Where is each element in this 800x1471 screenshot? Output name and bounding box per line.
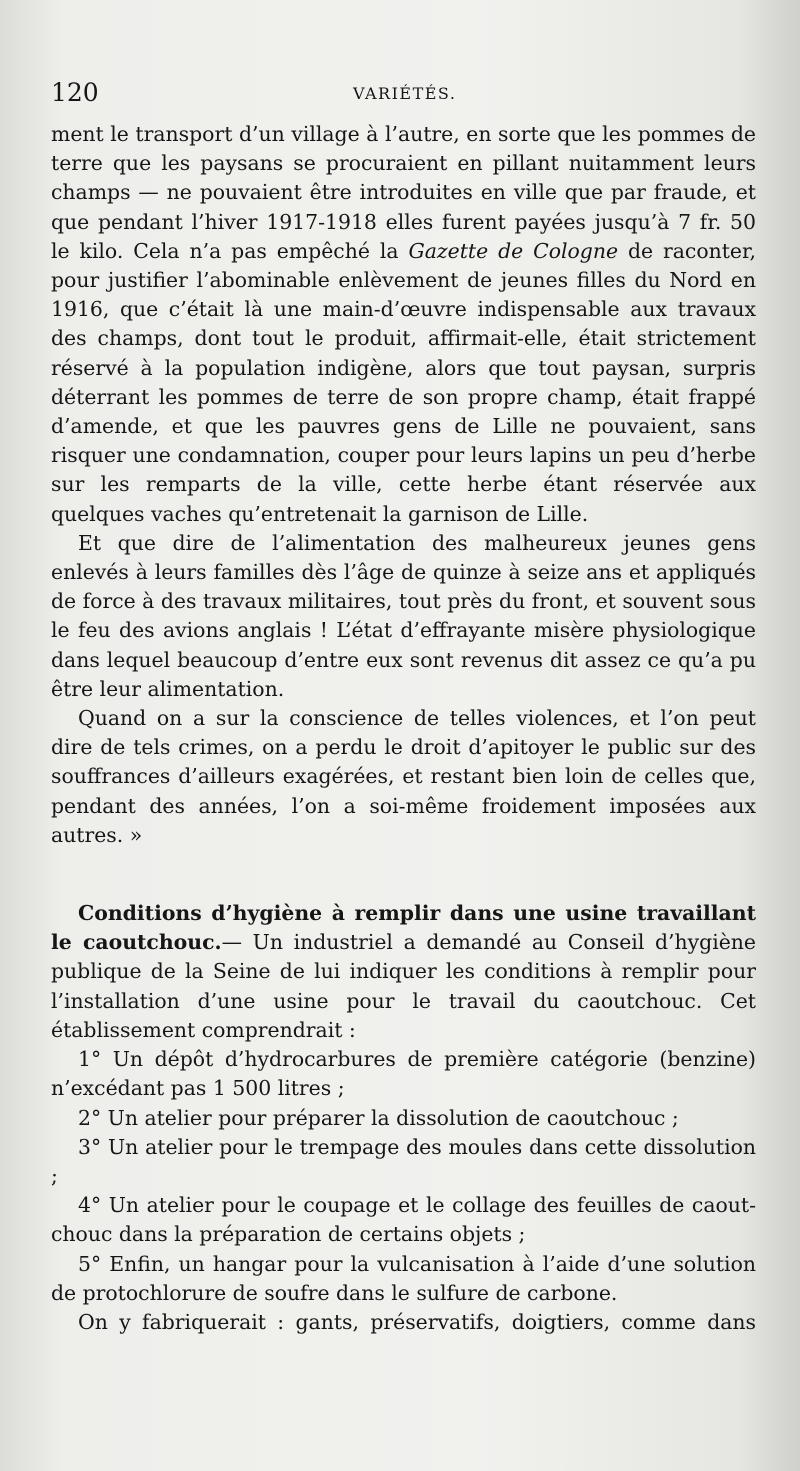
list-item-5: 5° Enfin, un hangar pour la vulcanisation à l’aide d’une solution de protochlorure de soufre dans le sulfure de carbone. [51,1251,756,1305]
newspaper-title: Gazette de Cologne [408,238,619,263]
list-item-2: 2° Un atelier pour préparer la dissolution de caoutchouc ; [78,1105,679,1130]
section-gap [51,850,756,899]
section-title: Conditions d’hygiène à remplir dans une usine travaillant le caoutchouc. [51,901,756,955]
page-number: 120 [51,78,99,107]
list-item-3: 3° Un atelier pour le trempage des moules dans cette dissolution ; [51,1134,756,1188]
last-line: On y fabriquerait : gants, préservatifs, doigtiers, comme dans [78,1309,756,1334]
text-run: ment le transport d’un village à l’autre, en sorte que les pommes de terre que les paysans se procuraient en pillant nuitamment leurs champs — ne pouvaient être introduites en ville que par fraude, et que pendant l’hiver 1917-1918 elles furent payées jusqu’à 7 fr. 50 le kilo. Cela n’a pas empêché la [51,122,756,263]
list-item-1: 1° Un dépôt d’hydrocarbures de première catégorie (benzine) n’excédant pas 1 500 litres ; [51,1047,756,1101]
paragraph-conscience: Quand on a sur la conscience de telles violences, et l’on peut dire de tels crimes, on a perdu le droit d’apitoyer le public sur des souffrances d’ailleurs exagérées, et restant bien loin de celles que, pendant des années, l’on a soi-même froidement imposées aux autres. » [51,706,756,847]
paragraph-alimentation: Et que dire de l’alimentation des malheureux jeunes gens enlevés à leurs familles dès l’âge de quinze à seize ans et appliqués de force à des travaux militaires, tout près du front, et souvent sous le feu des avions anglais ! L’état d’effrayante misère physiologique dans lequel beaucoup d’entre eux sont revenus dit assez ce qu’a pu être leur alimentation. [51,530,756,701]
section-intro: — Un industriel a demandé au Conseil d’hygiène publique de la Seine de lui indiquer les conditions à remplir pour l’installation d’une usine pour le travail du caoutchouc. Cet établissement comprendrait : [51,930,756,1042]
list-item-4: 4° Un atelier pour le coupage et le collage des feuilles de caoutchouc dans la préparation de certains objets ; [51,1193,756,1247]
section-paragraph [51,899,756,1045]
running-head: VARIÉTÉS. [353,84,457,103]
page-body [51,120,756,1337]
page-header [51,78,751,112]
text-run: de raconter, pour justifier l’abominable enlèvement de jeunes filles du Nord en 1916, que c’était là une main-d’œuvre indispensable aux travaux des champs, dont tout le produit, affirmait-elle, était strictement réservé à la population indigène, alors que tout paysan, surpris déterrant les pommes de terre de son propre champ, était frappé d’amende, et que les pauvres gens de Lille ne pouvaient, sans risquer une condamnation, couper pour leurs lapins un peu d’herbe sur les remparts de la ville, cette herbe étant réservée aux quelques vaches qu’entretenait la garnison de Lille. [51,238,756,526]
paragraph-continued [51,120,756,529]
